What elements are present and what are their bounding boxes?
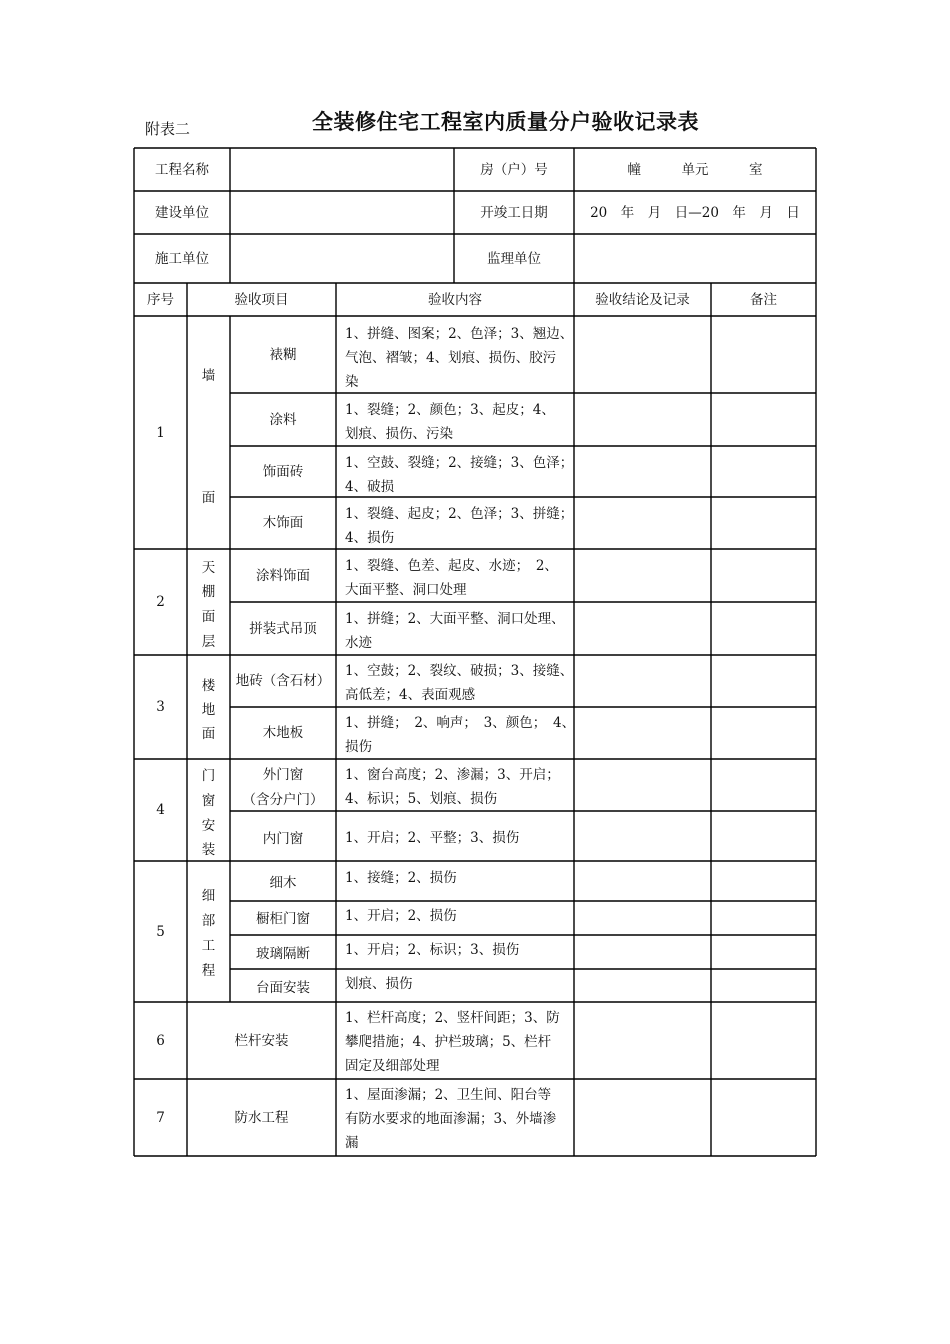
category-label: 防水工程: [234, 1109, 289, 1126]
category-char: 面: [201, 609, 216, 625]
content-line: 1、开启；2、平整；3、损伤: [345, 830, 520, 846]
category-char: 天: [201, 560, 216, 576]
content-line: 1、裂缝、起皮；2、色泽；3、拼缝；: [345, 506, 574, 522]
item-label: 外门窗: [262, 767, 304, 783]
builder-value[interactable]: [236, 191, 448, 234]
category-char: 程: [201, 963, 216, 979]
category-char: 门: [201, 768, 216, 784]
content-line: 有防水要求的地面渗漏；3、外墙渗: [345, 1111, 557, 1127]
content-line: 损伤: [345, 739, 372, 755]
content-line: 1、拼缝； 2、响声； 3、颜色； 4、: [345, 715, 576, 731]
content-line: 漏: [345, 1135, 359, 1151]
group-no: 3: [156, 699, 165, 715]
group-no: 2: [156, 594, 165, 610]
category-char: 层: [201, 634, 216, 650]
supervisor-label: 监理单位: [487, 250, 541, 267]
item-label: 细木: [269, 875, 297, 891]
category-char: 窗: [201, 793, 216, 809]
project-name-label: 工程名称: [155, 161, 209, 178]
item-label: 玻璃隔断: [256, 946, 310, 962]
item-label: 台面安装: [256, 980, 310, 996]
category-label: 栏杆安装: [234, 1032, 289, 1049]
content-line: 水迹: [345, 635, 372, 651]
content-line: 4、标识；5、划痕、损伤: [345, 791, 498, 807]
category-char: 安: [201, 818, 216, 834]
content-line: 染: [345, 374, 359, 390]
category-char: 装: [201, 842, 216, 858]
builder-label: 建设单位: [155, 204, 209, 221]
content-line: 1、裂缝、色差、起皮、水迹； 2、: [345, 558, 558, 574]
content-line: 1、拼缝、图案；2、色泽；3、翘边、: [345, 326, 574, 342]
content-line: 固定及细部处理: [345, 1058, 440, 1074]
content-line: 1、接缝；2、损伤: [345, 870, 457, 886]
category-char: 面: [201, 726, 216, 742]
group-no: 7: [156, 1109, 165, 1126]
annex-label: 附表二: [145, 120, 191, 138]
item-label: 木地板: [262, 725, 304, 741]
category-char: 细: [201, 888, 216, 904]
category-char: 地: [201, 702, 216, 718]
contractor-value[interactable]: [236, 234, 448, 283]
content-line: 1、空鼓；2、裂纹、破损；3、接缝、: [345, 663, 574, 679]
content-line: 1、开启；2、标识；3、损伤: [345, 942, 520, 958]
content-line: 4、损伤: [345, 530, 395, 546]
content-line: 1、屋面渗漏；2、卫生间、阳台等: [345, 1087, 552, 1103]
category-char: 面: [201, 490, 216, 506]
content-line: 4、破损: [345, 479, 395, 495]
content-line: 大面平整、洞口处理: [345, 582, 467, 598]
item-label: 饰面砖: [262, 463, 304, 480]
item-label: 裱糊: [269, 346, 297, 363]
content-line: 1、裂缝；2、颜色；3、起皮；4、: [345, 402, 555, 418]
item-label: 地砖（含石材）: [235, 673, 331, 689]
category-char: 墙: [201, 368, 216, 384]
item-label: （含分户门）: [242, 792, 324, 808]
col-header-content: 验收内容: [428, 291, 482, 308]
content-line: 1、开启；2、损伤: [345, 908, 457, 924]
col-header-remark: 备注: [750, 291, 777, 308]
item-label: 涂料饰面: [256, 567, 310, 584]
contractor-label: 施工单位: [155, 250, 209, 267]
content-line: 划痕、损伤、污染: [345, 426, 453, 442]
item-label: 橱柜门窗: [256, 911, 310, 927]
category-char: 工: [201, 938, 216, 954]
unit-no-value[interactable]: 幢 单元 室: [627, 161, 763, 178]
content-line: 攀爬措施；4、护栏玻璃；5、栏杆: [345, 1034, 552, 1050]
content-line: 高低差；4、表面观感: [345, 687, 476, 703]
item-label: 内门窗: [262, 830, 304, 847]
project-name-value[interactable]: [236, 148, 448, 191]
dates-value[interactable]: 20 年 月 日—20 年 月 日: [590, 204, 800, 221]
content-line: 划痕、损伤: [345, 976, 413, 992]
item-label: 涂料: [269, 411, 297, 428]
page-title: 全装修住宅工程室内质量分户验收记录表: [312, 109, 699, 134]
group-no: 1: [156, 424, 165, 441]
item-label: 木饰面: [262, 515, 304, 531]
content-line: 1、拼缝；2、大面平整、洞口处理、: [345, 611, 565, 627]
group-no: 5: [156, 923, 165, 940]
category-char: 楼: [201, 678, 216, 694]
content-line: 1、栏杆高度；2、竖杆间距；3、防: [345, 1010, 560, 1026]
group-no: 6: [156, 1032, 165, 1049]
col-header-result: 验收结论及记录: [595, 291, 690, 308]
group-no: 4: [156, 802, 165, 818]
unit-no-label: 房（户）号: [480, 161, 548, 178]
content-line: 1、空鼓、裂缝；2、接缝；3、色泽；: [345, 455, 574, 471]
content-line: 1、窗台高度；2、渗漏；3、开启；: [345, 767, 560, 783]
supervisor-value[interactable]: [580, 234, 816, 283]
category-char: 棚: [201, 584, 216, 600]
category-char: 部: [201, 913, 216, 929]
content-line: 气泡、褶皱；4、划痕、损伤、胶污: [345, 350, 557, 366]
col-header-no: 序号: [147, 291, 174, 308]
item-label: 拼装式吊顶: [249, 620, 317, 637]
dates-label: 开竣工日期: [480, 204, 548, 221]
col-header-item: 验收项目: [234, 291, 289, 308]
